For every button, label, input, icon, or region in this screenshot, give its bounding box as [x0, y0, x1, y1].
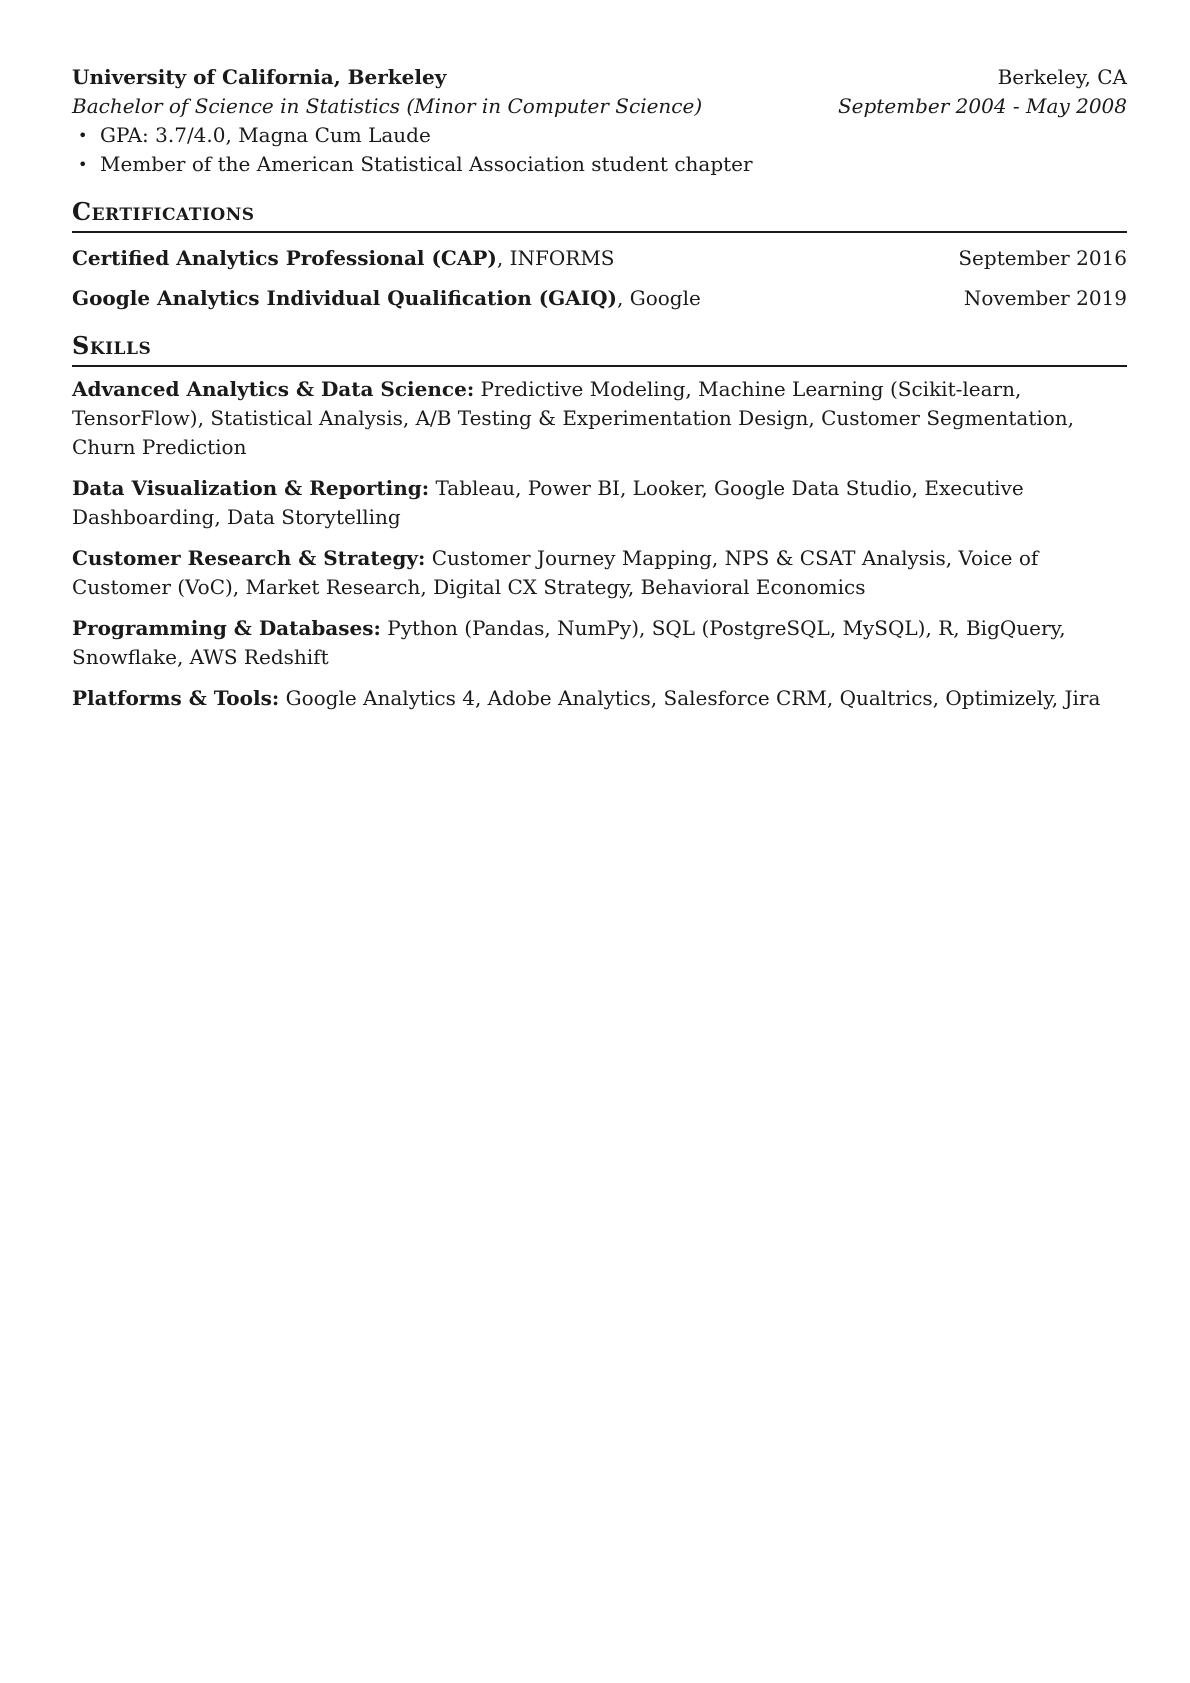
skill-category-label: Advanced Analytics & Data Science: [72, 377, 475, 401]
skill-category-label: Data Visualization & Reporting: [72, 476, 430, 500]
certifications-heading: Certifications [72, 197, 1127, 233]
skill-category-label: Programming & Databases: [72, 616, 381, 640]
certification-date: September 2016 [958, 246, 1127, 270]
skill-category-text: Tableau, Power BI, Looker, Google Data Studio, Executive Dashboarding, Data Storytelling [72, 476, 1024, 529]
bullet-text: Member of the American Statistical Association student chapter [100, 152, 753, 176]
skill-category [72, 375, 1127, 462]
list-item [72, 150, 1127, 179]
skill-category-text: Python (Pandas, NumPy), SQL (PostgreSQL, MySQL), R, BigQuery, Snowflake, AWS Redshift [72, 616, 1066, 669]
school-location: Berkeley, CA [997, 65, 1127, 89]
skill-category-label: Platforms & Tools: [72, 686, 280, 710]
skills-list [72, 375, 1127, 713]
degree-title: Bachelor of Science in Statistics (Minor in Computer Science) [72, 94, 703, 118]
list-item [72, 121, 1127, 150]
skill-category-text: Google Analytics 4, Adobe Analytics, Salesforce CRM, Qualtrics, Optimizely, Jira [279, 686, 1101, 710]
certification-name: Certified Analytics Professional (CAP) [72, 246, 497, 270]
certification-title [72, 283, 701, 313]
bullet-icon: • [78, 126, 88, 145]
skill-category [72, 474, 1127, 532]
certification-issuer: , Google [617, 286, 701, 310]
skill-category [72, 684, 1127, 713]
education-entry [72, 62, 1127, 179]
certifications-list [72, 243, 1127, 313]
skill-category-text: Customer Journey Mapping, NPS & CSAT Analysis, Voice of Customer (VoC), Market Research, Digital CX Strategy, Behavioral Economics [72, 546, 1039, 599]
school-name: University of California, Berkeley [72, 65, 447, 89]
skill-category [72, 544, 1127, 602]
education-degree-row [72, 92, 1127, 121]
skill-category-label: Customer Research & Strategy: [72, 546, 426, 570]
skill-category-text: Predictive Modeling, Machine Learning (Scikit-learn, TensorFlow), Statistical Analysis, A/B Testing & Experimentation Design, Customer Segmentation, Churn Prediction [72, 377, 1075, 459]
bullet-text: GPA: 3.7/4.0, Magna Cum Laude [100, 123, 431, 147]
skill-category [72, 614, 1127, 672]
certification-row [72, 283, 1127, 313]
education-header-row [72, 62, 1127, 92]
skills-heading: Skills [72, 331, 1127, 367]
degree-dates: September 2004 - May 2008 [837, 94, 1127, 118]
education-bullets [72, 121, 1127, 179]
certification-issuer: , INFORMS [496, 246, 615, 270]
certification-title [72, 243, 615, 273]
certification-date: November 2019 [963, 286, 1127, 310]
certification-name: Google Analytics Individual Qualification (GAIQ) [72, 286, 618, 310]
bullet-icon: • [78, 155, 88, 174]
resume-page [72, 62, 1127, 725]
certification-row [72, 243, 1127, 273]
